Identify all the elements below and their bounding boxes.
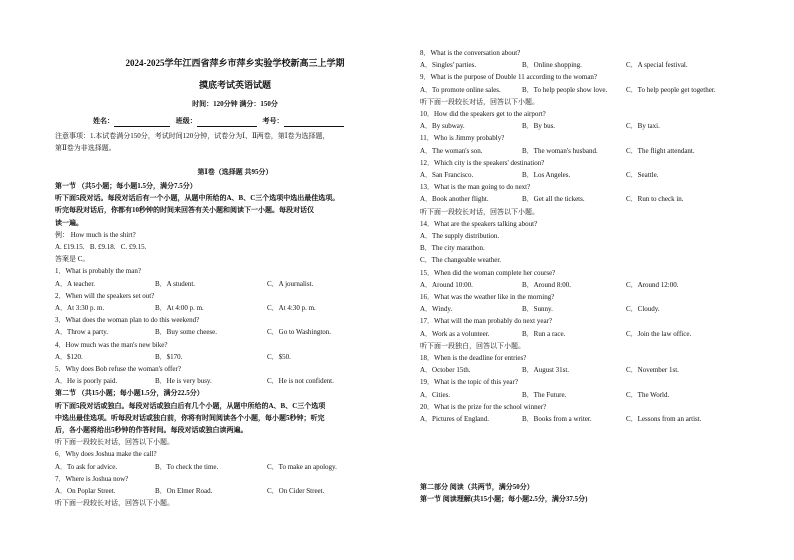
section2-instructions: 后，各小题将给出5秒钟的作答时间。每段对话或独白读两遍。: [55, 426, 248, 435]
question-stem: 20．What is the prize for the school winner?: [420, 402, 547, 411]
id-field[interactable]: [284, 119, 344, 127]
question-stem: 4．How much was the man's new bike?: [55, 340, 168, 349]
option-a[interactable]: A．Work as a volunteer.: [420, 329, 490, 338]
question-stem: 14．What are the speakers talking about?: [420, 219, 538, 228]
option-a[interactable]: A．On Poplar Street.: [55, 487, 116, 496]
option-b[interactable]: B．Get all the tickets.: [522, 195, 585, 204]
option-b[interactable]: B．The Future.: [522, 390, 567, 399]
example-option: A. £19.15.: [55, 243, 85, 252]
part2: [420, 481, 587, 505]
section2-questions: [55, 448, 339, 497]
question-stem: 11．Who is Jimmy probably?: [420, 134, 505, 143]
question-stem: 2．When will the speakers set out?: [55, 291, 155, 300]
option-b[interactable]: B．A student.: [155, 279, 196, 288]
example-option: C. £9.15.: [120, 243, 147, 252]
option-b[interactable]: B．Run a race.: [522, 329, 566, 338]
option-b[interactable]: B．Buy some cheese.: [155, 328, 218, 337]
exam-subtitle: 摸底考试英语试题: [198, 80, 271, 90]
option-c[interactable]: C．At 4:30 p. m.: [267, 304, 316, 313]
id-label: 考号：: [262, 117, 284, 125]
option-a[interactable]: A．To promote online sales.: [420, 85, 501, 94]
answer-options: [420, 279, 716, 291]
option-b[interactable]: B．$170.: [155, 352, 183, 361]
option-a[interactable]: A．Book another flight.: [420, 195, 489, 204]
option-c[interactable]: C．$50.: [267, 352, 291, 361]
question-stem: 3．What does the woman plan to do this weekend?: [55, 316, 200, 325]
option-c[interactable]: C．On Cider Street.: [267, 487, 325, 496]
section1-heading: 第一节 （共5小题；每小题1.5分，满分7.5分）: [55, 182, 197, 190]
option-a[interactable]: A．By subway.: [420, 122, 465, 131]
option-b[interactable]: B．Around 8:00.: [522, 280, 571, 289]
section2-instructions: 中选出最佳选项。听每段对话或独白前，你将有时间阅读各个小题，每小题5秒钟；听完: [55, 413, 325, 422]
name-label: 姓名：: [93, 117, 114, 125]
question-stem: 1．What is probably the man?: [55, 267, 141, 276]
question-stem: 听下面一段较长对话，回答以下小题。: [420, 207, 539, 216]
question-stem: 5．Why does Bob refuse the woman's offer?: [55, 365, 181, 374]
option-b[interactable]: B．At 4:00 p. m.: [155, 304, 204, 313]
option-a[interactable]: A．San Francisco.: [420, 171, 474, 180]
option-b[interactable]: B．On Elmer Road.: [155, 487, 213, 496]
answer-options: [420, 328, 716, 340]
right-questions: [420, 47, 716, 425]
answer-options: [420, 364, 716, 376]
answer-options: [55, 375, 339, 387]
option-b[interactable]: B．Books from a writer.: [522, 415, 592, 424]
part1: [55, 180, 339, 509]
notice: [55, 130, 330, 154]
example-option: B. £9.18.: [89, 243, 116, 252]
answer-options: [420, 84, 716, 96]
question-stem: A．The supply distribution.: [420, 232, 500, 241]
listening-cue: 听下面一段较长对话，回答以下小题。: [55, 438, 174, 447]
example-options: [55, 241, 339, 253]
question-stem: 16．What was the weather like in the morning?: [420, 293, 555, 302]
part2-section1-heading: 第一节 阅读理解(共15小题；每小题2.5分，满分37.5分): [420, 495, 588, 504]
section1-instructions: 听下面5段对话。每段对话后有一个小题，从题中所给的A、B、C三个选项中选出最佳选项。: [55, 194, 340, 203]
question-stem: 18．When is the deadline for entries?: [420, 354, 527, 363]
option-c[interactable]: C．Lessons from an artist.: [626, 415, 702, 424]
option-a[interactable]: A．The woman's son.: [420, 146, 483, 155]
example-answer: 答案是 C。: [55, 255, 90, 264]
exam-title: 2024-2025学年江西省萍乡市萍乡实验学校新高三上学期: [125, 58, 345, 68]
answer-options: [55, 326, 339, 338]
option-a[interactable]: A．Throw a party.: [55, 328, 109, 337]
option-a[interactable]: A．October 15th.: [420, 366, 471, 375]
question-stem: 6．Why does Joshua make the call?: [55, 450, 157, 459]
section2-instructions: 听下面5段对话或独白。每段对话或独白后有几个小题，从题中所给的A、B、C三个选项: [55, 401, 326, 410]
part2-heading: 第二部分 阅读（共两节，满分50分）: [420, 483, 534, 491]
option-b[interactable]: B．Los Angeles.: [522, 171, 571, 180]
option-c[interactable]: C．The flight attendant.: [626, 146, 695, 155]
answer-options: [420, 59, 716, 71]
option-a[interactable]: A．He is poorly paid.: [55, 377, 118, 386]
answer-options: [420, 193, 716, 205]
option-c[interactable]: C．Seattle.: [626, 171, 659, 180]
time-score: 时间：120分钟 满分：150分: [192, 100, 278, 108]
option-b[interactable]: B．August 31st.: [522, 366, 570, 375]
question-stem: 听下面一段独白，回答以下小题。: [420, 341, 525, 350]
answer-options: [55, 278, 339, 290]
option-c[interactable]: C．To help people get together.: [626, 85, 716, 94]
question-stem: 13．What is the man going to do next?: [420, 183, 531, 192]
option-a[interactable]: A．Cities.: [420, 390, 451, 399]
answer-options: [420, 303, 716, 315]
class-label: 班级：: [175, 117, 197, 125]
option-a[interactable]: A．$120.: [55, 352, 83, 361]
answer-options: [55, 351, 339, 363]
option-c[interactable]: C．Cloudy.: [626, 305, 660, 314]
option-c[interactable]: C．Around 12:00.: [626, 280, 679, 289]
option-b[interactable]: B．To check the time.: [155, 462, 219, 471]
volume1-heading: 第Ⅰ卷（选择题 共95分）: [197, 168, 273, 176]
notice-line: 第Ⅱ卷为非选择题。: [55, 144, 116, 153]
option-c[interactable]: C．To make an apology.: [267, 462, 337, 471]
question-stem: 8．What is the conversation about?: [420, 49, 521, 57]
option-c[interactable]: C．By taxi.: [626, 122, 660, 131]
option-a[interactable]: A．A teacher.: [55, 279, 96, 288]
notice-line: 注意事项：1.本试卷满分150分，考试时间120分钟，试卷分为Ⅰ、Ⅱ两卷，第Ⅰ卷为选择题，: [55, 132, 330, 140]
question-stem: 9．What is the purpose of Double 11 according to the woman?: [420, 73, 598, 82]
option-a[interactable]: A．Around 10:00.: [420, 280, 473, 289]
option-a[interactable]: A．Pictures of England.: [420, 415, 490, 424]
option-a[interactable]: A．To ask for advice.: [55, 462, 118, 471]
option-c[interactable]: C．Join the law office.: [626, 329, 692, 338]
question-stem: 17．What will the man probably do next year?: [420, 317, 552, 326]
answer-options: [55, 302, 339, 314]
option-b[interactable]: B．By bus.: [522, 122, 556, 131]
answer-options: [420, 389, 716, 401]
question-stem: 15．When did the woman complete her course?: [420, 268, 556, 277]
question-stem: 7．Where is Joshua now?: [55, 474, 129, 483]
option-b[interactable]: B．Sunny.: [522, 305, 553, 314]
name-field[interactable]: [114, 119, 170, 127]
question-stem: 10．How did the speakers get to the airport?: [420, 110, 546, 119]
answer-options: [55, 485, 339, 497]
question-stem: 12．Which city is the speakers' destination?: [420, 158, 545, 167]
section1-instructions: 读一遍。: [55, 218, 83, 227]
section2-heading: 第二节 （共15小题；每小题1.5分，满分22.5分）: [55, 389, 204, 398]
option-b[interactable]: B．Online shopping.: [522, 61, 582, 70]
option-c[interactable]: C．November 1st.: [626, 366, 679, 375]
option-c[interactable]: C．Go to Washington.: [267, 328, 332, 337]
option-c[interactable]: C．He is not confident.: [267, 377, 334, 386]
question-stem: 听下面一段较长对话，回答以下小题。: [420, 97, 539, 106]
section1-instructions: 听完每段对话后，你都有10秒钟的时间来回答有关小题和阅读下一小题。每段对话仅: [55, 206, 314, 215]
section1-questions: [55, 265, 339, 387]
option-a[interactable]: A．Singles' parties.: [420, 61, 477, 70]
question-stem: 19．What is the topic of this year?: [420, 378, 518, 387]
option-c[interactable]: C．A special festival.: [626, 61, 688, 70]
listening-cue: 听下面一段较长对话，回答以下小题。: [55, 499, 174, 508]
option-b[interactable]: B．The woman's husband.: [522, 146, 598, 155]
option-a[interactable]: A．At 3:30 p. m.: [55, 304, 105, 313]
answer-options: [55, 461, 339, 473]
answer-options: [420, 413, 716, 425]
option-b[interactable]: B．To help people show love.: [522, 85, 608, 94]
class-field[interactable]: [197, 119, 257, 127]
answer-options: [420, 169, 716, 181]
option-c[interactable]: C．Run to check in.: [626, 195, 684, 204]
option-a[interactable]: A．Windy.: [420, 305, 453, 314]
answer-options: [420, 120, 716, 132]
question-stem: C．The changeable weather.: [420, 256, 502, 265]
option-c[interactable]: C．A journalist.: [267, 279, 314, 288]
option-c[interactable]: C．The World.: [626, 390, 670, 399]
student-info-row: [93, 115, 344, 127]
question-stem: B．The city marathon.: [420, 244, 485, 253]
example-question: 例： How much is the shirt?: [55, 230, 136, 239]
option-b[interactable]: B．He is very busy.: [155, 377, 212, 386]
answer-options: [420, 145, 716, 157]
